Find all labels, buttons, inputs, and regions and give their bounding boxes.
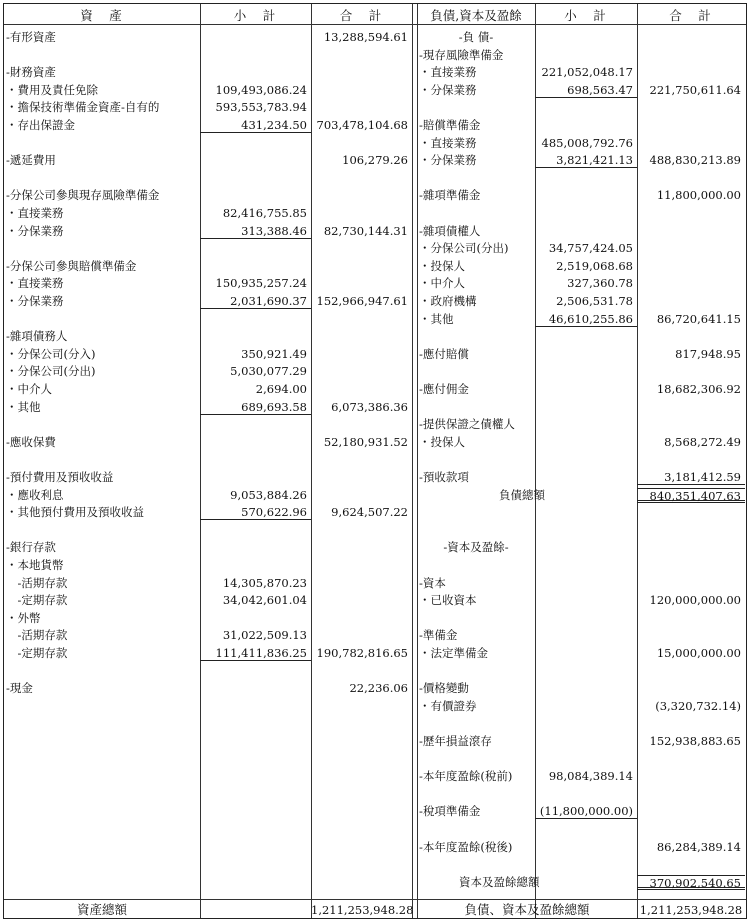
assets-row-label: ・直接業務 [6, 276, 64, 291]
liabilities-row-label: ・分保公司(分出) [419, 241, 509, 256]
liabilities-row-total: 817,948.95 [675, 346, 741, 361]
assets-row-total: 9,624,507.22 [331, 505, 408, 520]
assets-row-label: -活期存款 [6, 575, 68, 590]
assets-row-label: ・分保公司(分入) [6, 346, 96, 361]
assets-row-subtotal: 689,693.58 [200, 400, 311, 415]
liabilities-row-total: 15,000,000.00 [656, 646, 741, 660]
liabilities-row-label: ・分保業務 [419, 153, 477, 168]
assets-row-label: ・其他預付費用及預收收益 [6, 505, 144, 520]
liabilities-row-subtotal: 221,052,048.17 [541, 65, 633, 80]
liabilities-row-label: -雜項準備金 [419, 188, 481, 203]
liabilities-row-label: ・政府機構 [419, 294, 477, 308]
assets-row-total: 106,279.26 [342, 153, 408, 168]
liabilities-row-label: ・中介人 [419, 276, 465, 291]
liabilities-row-label: -雜項債權人 [419, 223, 481, 238]
assets-row-label: -有形資產 [6, 30, 56, 44]
assets-row-label: -應收保費 [6, 434, 56, 449]
liabilities-row-label: -本年度盈餘(稅後) [419, 839, 513, 854]
header-subtotal-left: 小 計 [233, 8, 278, 23]
assets-row-subtotal: 350,921.49 [241, 346, 307, 361]
assets-row-subtotal: 31,022,509.13 [222, 628, 307, 643]
header-liabilities: 負債,資本及盈餘 [430, 8, 522, 23]
liabilities-row-total: 86,284,389.14 [656, 839, 741, 854]
liabilities-row-total: 370,902,540.65 [637, 875, 745, 890]
assets-row-label: -預付費用及預收收益 [6, 470, 114, 484]
assets-row-subtotal: 34,042,601.04 [222, 593, 307, 608]
liabilities-row-label: -本年度盈餘(稅前) [419, 769, 513, 784]
assets-row-subtotal: 2,031,690.37 [200, 294, 311, 309]
header-subtotal-right: 小 計 [564, 8, 608, 23]
liabilities-row-total: (3,320,732.14) [655, 698, 741, 713]
assets-row-label: ・分保公司(分出) [6, 364, 96, 379]
liabilities-row-label: ・投保人 [419, 258, 465, 273]
liabilities-row-total: 221,750,611.64 [649, 82, 741, 97]
assets-row-label: -雜項債務人 [6, 329, 68, 344]
liabilities-row-total: 840,351,407.63 [637, 488, 745, 503]
liabilities-row-subtotal: 34,757,424.05 [548, 241, 633, 256]
assets-row-total: 52,180,931.52 [323, 434, 408, 449]
liabilities-row-label: ・已收資本 [419, 593, 477, 608]
assets-row-label: ・分保業務 [6, 294, 64, 308]
liabilities-row-label: ・直接業務 [419, 65, 477, 80]
liabilities-row-total: 8,568,272.49 [664, 434, 741, 449]
assets-row-total: 13,288,594.61 [323, 30, 408, 44]
assets-row-label: -銀行存款 [6, 540, 56, 555]
liabilities-row-label: -現存風險準備金 [419, 47, 504, 62]
assets-row-subtotal: 82,416,755.85 [222, 206, 307, 220]
assets-row-label: ・本地貨幣 [6, 558, 64, 572]
liabilities-row-label: -負 債- [458, 30, 494, 44]
assets-row-subtotal: 9,053,884.26 [230, 487, 307, 502]
assets-row-label: ・分保業務 [6, 223, 64, 238]
liabilities-row-label: -提供保證之債權人 [419, 417, 515, 432]
liabilities-row-subtotal: 46,610,255.86 [535, 312, 637, 327]
assets-row-total: 22,236.06 [349, 681, 408, 696]
assets-row-label: ・直接業務 [6, 206, 64, 220]
assets-row-label: ・外幣 [6, 610, 41, 625]
liabilities-row-label: ・投保人 [419, 434, 465, 449]
liabilities-row-total: 11,800,000.00 [656, 188, 741, 203]
header-assets: 資 產 [80, 8, 124, 23]
liabilities-row-subtotal: 2,519,068.68 [556, 258, 633, 273]
liabilities-row-total: 120,000,000.00 [649, 593, 741, 608]
liab-total-label: 負債、資本及盈餘總額 [464, 902, 590, 917]
liabilities-row-label: 負債總額 [499, 487, 545, 502]
assets-row-label: -分保公司參與賠償準備金 [6, 258, 137, 273]
liabilities-row-subtotal: 698,563.47 [535, 83, 637, 98]
assets-row-label: -定期存款 [6, 593, 68, 608]
header-total-right: 合 計 [669, 8, 713, 23]
liabilities-row-label: -應付佣金 [419, 382, 469, 396]
liabilities-row-label: -預收款項 [419, 470, 469, 484]
assets-row-label: ・擔保技術準備金資產-自有的 [6, 100, 160, 115]
assets-row-subtotal: 593,553,783.94 [215, 100, 307, 115]
liabilities-row-label: -價格變動 [419, 681, 469, 696]
assets-row-label: -遞延費用 [6, 153, 56, 168]
header-total-left: 合 計 [339, 8, 384, 23]
liab-total-value: 1,211,253,948.28 [639, 903, 743, 917]
assets-row-subtotal: 313,388.46 [200, 224, 311, 239]
assets-row-label: -分保公司參與現存風險準備金 [6, 188, 160, 203]
assets-row-label: -定期存款 [6, 646, 68, 660]
assets-row-total: 82,730,144.31 [323, 223, 408, 238]
assets-row-total: 190,782,816.65 [316, 646, 408, 660]
liabilities-row-label: -賠償準備金 [419, 118, 481, 132]
liabilities-row-label: -資本 [419, 575, 446, 590]
assets-row-total: 703,478,104.68 [316, 118, 408, 132]
liabilities-row-label: -準備金 [419, 628, 458, 643]
assets-row-total: 6,073,386.36 [331, 399, 408, 414]
liabilities-row-label: -歷年損益滾存 [419, 734, 492, 748]
liabilities-row-subtotal: 2,506,531.78 [556, 294, 633, 308]
liabilities-row-label: ・分保業務 [419, 82, 477, 97]
liabilities-row-label: ・直接業務 [419, 135, 477, 150]
liabilities-row-label: ・其他 [419, 311, 454, 326]
liabilities-row-subtotal: 327,360.78 [567, 276, 633, 291]
liabilities-row-total: 18,682,306.92 [656, 382, 741, 396]
assets-row-label: ・其他 [6, 399, 41, 414]
liabilities-row-label: ・有價證券 [419, 698, 477, 713]
liabilities-row-label: -稅項準備金 [419, 804, 481, 819]
assets-row-subtotal: 570,622.96 [200, 505, 311, 520]
assets-row-label: ・存出保證金 [6, 118, 75, 132]
liabilities-row-label: -資本及盈餘- [443, 540, 509, 555]
liabilities-row-subtotal: 485,008,792.76 [541, 135, 633, 150]
liabilities-row-total: 3,181,412.59 [637, 470, 745, 485]
assets-row-label: ・費用及責任免除 [6, 82, 98, 97]
assets-row-subtotal: 431,234.50 [200, 118, 311, 133]
liabilities-row-label: 資本及盈餘總額 [459, 874, 540, 889]
assets-total-label: 資產總額 [76, 902, 127, 917]
assets-row-label: -活期存款 [6, 628, 68, 643]
liabilities-row-total: 488,830,213.89 [649, 153, 741, 168]
assets-row-label: -現金 [6, 681, 33, 696]
assets-row-subtotal: 150,935,257.24 [215, 276, 307, 291]
assets-row-subtotal: 109,493,086.24 [215, 82, 307, 97]
liabilities-row-subtotal: (11,800,000.00) [535, 804, 637, 819]
assets-row-subtotal: 14,305,870.23 [222, 575, 307, 590]
liabilities-row-label: -應付賠償 [419, 346, 469, 361]
assets-row-label: -財務資產 [6, 65, 56, 80]
assets-row-subtotal: 5,030,077.29 [230, 364, 307, 379]
assets-row-subtotal: 111,411,836.25 [200, 646, 311, 661]
liabilities-row-subtotal: 3,821,421.13 [535, 153, 637, 168]
liabilities-row-total: 86,720,641.15 [656, 311, 741, 326]
assets-row-total: 152,966,947.61 [316, 294, 408, 308]
liabilities-row-subtotal: 98,084,389.14 [548, 769, 633, 784]
liabilities-row-total: 152,938,883.65 [649, 734, 741, 748]
assets-row-label: ・中介人 [6, 382, 52, 396]
balance-sheet [3, 3, 747, 919]
liabilities-row-label: ・法定準備金 [419, 646, 488, 660]
assets-row-label: ・應收利息 [6, 487, 64, 502]
assets-row-subtotal: 2,694.00 [255, 382, 307, 396]
assets-total-value: 1,211,253,948.28 [311, 903, 414, 917]
